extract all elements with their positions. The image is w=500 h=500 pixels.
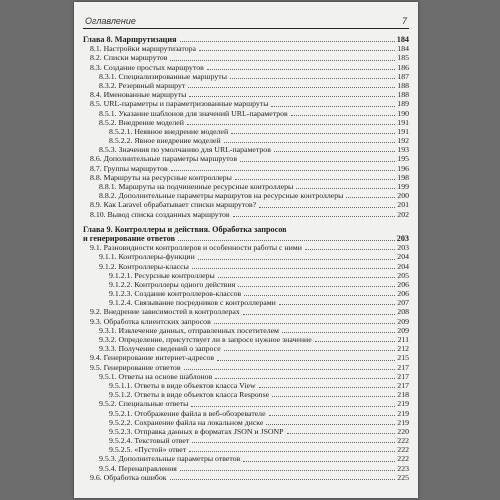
toc-entry-title: 8.5. URL-параметры и параметризованные маршруты <box>90 99 269 109</box>
toc-entry <box>83 136 409 145</box>
dot-leader <box>215 378 395 379</box>
dot-leader <box>272 396 395 397</box>
toc-entry-title: 9.1.1. Контроллеры-функции <box>99 252 195 262</box>
dot-leader <box>187 124 395 125</box>
toc-entry-title: 8.5.1. Указание шаблонов для значений URL-параметров <box>99 108 288 118</box>
toc-page-number: 201 <box>397 200 409 210</box>
toc-entry <box>83 372 409 381</box>
toc-page-number: 187 <box>397 71 409 81</box>
toc-page-number: 191 <box>397 117 409 127</box>
toc-page-number: 202 <box>397 209 409 219</box>
dot-leader <box>207 69 395 70</box>
dot-leader <box>291 115 395 116</box>
toc-page-number: 208 <box>397 307 409 317</box>
toc-entry-title: 8.3.1. Специализированные маршруты <box>99 71 227 81</box>
toc-entry-title: 9.5.2.5. «Пустой» ответ <box>109 445 187 455</box>
toc-entry <box>83 409 409 418</box>
running-title: Оглавление <box>85 16 136 26</box>
toc-page-number: 212 <box>397 344 409 354</box>
toc-entry <box>83 307 409 316</box>
toc-entry-title: 9.1.2.4. Связывание посредников с контроллерами <box>109 298 276 308</box>
toc-entry <box>83 454 409 463</box>
dot-leader <box>192 442 395 443</box>
toc-entry-title: 8.9. Как Laravel обрабатывает списки маршрутов? <box>90 200 257 210</box>
toc-entry <box>83 182 409 191</box>
toc-entry <box>83 418 409 427</box>
dot-leader <box>271 106 395 107</box>
toc-page-number: 184 <box>396 35 409 44</box>
toc-entry <box>83 445 409 454</box>
toc-entry <box>83 44 409 53</box>
toc-entry-title: 9.5.1. Ответы на основе шаблонов <box>99 371 213 381</box>
toc-page-number: 191 <box>397 126 409 136</box>
toc-page-number: 200 <box>397 191 409 201</box>
toc-entry <box>83 381 409 390</box>
toc-entry <box>83 63 409 72</box>
toc-page-number: 217 <box>397 371 409 381</box>
dot-leader <box>259 387 395 388</box>
toc-entry <box>83 317 409 326</box>
page-number: 7 <box>401 16 407 26</box>
toc-entry-title: 8.2. Списки маршрутов <box>90 53 168 63</box>
toc-entry <box>83 298 409 307</box>
toc-entry-title: 9.5.1.2. Ответы в виде объектов класса Response <box>109 390 270 400</box>
toc-entry-title: 9.5.1.1. Ответы в виде объектов класса View <box>109 380 256 390</box>
toc-entry-title: 9.3. Обработка клиентских запросов <box>90 316 211 326</box>
toc-entry-title: 9.6. Обработка ошибок <box>90 472 167 482</box>
toc-entry <box>83 53 409 62</box>
toc-entry <box>83 271 409 280</box>
dot-leader <box>180 470 395 471</box>
toc-entry-title: Глава 9. Контроллеры и действия. Обработка запросов <box>83 224 287 234</box>
dot-leader <box>244 295 395 296</box>
dot-leader <box>188 87 395 88</box>
dot-leader <box>231 133 395 134</box>
toc-entry <box>83 363 409 372</box>
toc-page-number: 215 <box>397 353 409 363</box>
toc-page-number: 206 <box>397 289 409 299</box>
toc-entry <box>83 243 409 252</box>
toc-entry <box>83 145 409 154</box>
toc-entry-title: 9.5.2.2. Сохранение файла на локальном диске <box>109 417 264 427</box>
toc-entry <box>83 109 409 118</box>
toc-page-number: 205 <box>397 270 409 280</box>
toc-entry <box>83 326 409 335</box>
toc-page-number: 184 <box>397 44 409 54</box>
dot-leader <box>296 188 395 189</box>
dot-leader <box>189 451 395 452</box>
toc-page-number: 209 <box>397 316 409 326</box>
toc-entry <box>83 353 409 362</box>
toc-page-number: 225 <box>397 472 409 482</box>
dot-leader <box>180 41 395 42</box>
toc-entry-title: 8.5.3. Значения по умолчанию для URL-параметров <box>99 145 271 155</box>
toc-page-number: 222 <box>397 454 409 464</box>
toc-entry <box>83 90 409 99</box>
toc-entry-title: 9.4. Генерирование интернет-адресов <box>90 353 215 363</box>
toc-entry-title: 9.1.2. Контроллеры-классы <box>99 261 189 271</box>
toc-entry <box>83 399 409 408</box>
toc-entry-title: 8.5.2.1. Неявное внедрение моделей <box>109 126 229 136</box>
toc-page-number: 211 <box>397 335 409 344</box>
toc-entry <box>83 280 409 289</box>
dot-leader <box>191 406 395 407</box>
toc-page-number: 217 <box>397 380 409 390</box>
toc-entry-title: 8.1. Настройки маршрутизатора <box>90 44 196 54</box>
toc-page-number: 209 <box>397 325 409 335</box>
toc-entry <box>83 81 409 90</box>
toc-page-number: 218 <box>397 390 409 400</box>
toc-chapter-entry <box>83 234 409 243</box>
toc-entry <box>83 99 409 108</box>
dot-leader <box>217 360 395 361</box>
toc-page-number: 203 <box>396 233 409 243</box>
dot-leader <box>282 332 395 333</box>
dot-leader <box>218 277 395 278</box>
toc-entry <box>83 427 409 436</box>
dot-leader <box>224 350 395 351</box>
toc-entry-title: 8.7. Группы маршрутов <box>90 163 168 173</box>
toc-page-number: 196 <box>397 163 409 173</box>
toc-entry-title: 9.5.2.4. Текстовый ответ <box>109 436 190 446</box>
toc-entry-title: 8.4. Именованные маршруты <box>90 90 187 100</box>
toc-entry-title: 9.5.2.3. Отправка данных в форматах JSON и JSONP <box>109 426 284 436</box>
toc-page-number: 219 <box>397 399 409 409</box>
toc-entry-title: 8.6. Дополнительные параметры маршрутов <box>90 154 237 164</box>
toc-page-number: 222 <box>397 445 409 455</box>
dot-leader <box>214 323 395 324</box>
toc-entry <box>83 464 409 473</box>
toc-entry <box>83 335 409 344</box>
toc-page-number: 190 <box>397 108 409 118</box>
dot-leader <box>346 197 395 198</box>
toc-entry-title: 8.5.2. Внедрение моделей <box>99 117 184 127</box>
toc-page-number: 199 <box>397 182 409 191</box>
toc-entry <box>83 436 409 445</box>
dot-leader <box>224 142 395 143</box>
book-page <box>74 2 418 498</box>
toc-entry <box>83 191 409 200</box>
dot-leader <box>243 461 395 462</box>
toc-entry-title: 9.3.3. Получение сведений о запросе <box>99 344 221 354</box>
toc-page-number: 198 <box>397 172 409 182</box>
dot-leader <box>233 216 395 217</box>
toc-page-number: 204 <box>397 252 409 262</box>
toc-entry-title: 9.5.4. Перенаправления <box>99 463 177 473</box>
dot-leader <box>259 207 395 208</box>
toc-entry <box>83 252 409 261</box>
toc-page-number: 222 <box>397 436 409 446</box>
toc-chapter-entry <box>83 225 409 234</box>
toc-entry-title: 9.5.2. Специальные ответы <box>99 399 189 409</box>
dot-leader <box>269 415 395 416</box>
dot-leader <box>192 268 395 269</box>
toc-page-number: 189 <box>397 99 409 109</box>
table-of-contents <box>83 35 409 482</box>
dot-leader <box>266 424 395 425</box>
toc-page-number: 192 <box>397 136 409 146</box>
dot-leader <box>178 240 395 241</box>
toc-page-number: 203 <box>397 243 409 253</box>
toc-entry <box>83 200 409 209</box>
toc-entry-title: 9.1.2.3. Создание контроллеров-классов <box>109 289 242 299</box>
dot-leader <box>274 151 395 152</box>
dot-leader <box>170 60 395 61</box>
dot-leader <box>243 314 395 315</box>
toc-entry-title: 9.2. Внедрение зависимостей в контроллерах <box>90 307 240 317</box>
toc-entry <box>83 72 409 81</box>
toc-entry-title: 9.3.2. Определение, присутствует ли в запросе нужное значение <box>99 335 312 344</box>
toc-entry <box>83 173 409 182</box>
toc-chapter-entry <box>83 35 409 44</box>
dot-leader <box>287 433 395 434</box>
toc-page-number: 188 <box>397 90 409 100</box>
toc-page-number: 204 <box>397 261 409 271</box>
toc-entry <box>83 289 409 298</box>
toc-entry-title: 8.3.2. Резервный маршрут <box>99 80 186 90</box>
toc-page-number: 223 <box>397 463 409 473</box>
toc-entry <box>83 210 409 219</box>
toc-entry-title: 8.10. Вывод списка созданных маршрутов <box>90 209 230 219</box>
toc-entry <box>83 164 409 173</box>
dot-leader <box>238 286 395 287</box>
toc-entry <box>83 344 409 353</box>
dot-leader <box>171 170 395 171</box>
toc-entry <box>83 154 409 163</box>
toc-entry-title: 9.1.2.1. Ресурсные контроллеры <box>109 270 215 280</box>
toc-entry <box>83 390 409 399</box>
dot-leader <box>230 78 395 79</box>
toc-page-number: 220 <box>397 426 409 436</box>
toc-page-number: 219 <box>397 417 409 427</box>
toc-entry <box>83 118 409 127</box>
toc-page-number: 207 <box>397 298 409 308</box>
toc-entry-title: 9.3.1. Извлечение данных, отправленных посетителем <box>99 325 279 335</box>
toc-page-number: 185 <box>397 53 409 63</box>
toc-page-number: 195 <box>397 154 409 164</box>
toc-entry <box>83 127 409 136</box>
toc-entry-title: 8.8.1. Маршруты на подчиненные ресурсные контроллеры <box>99 182 294 191</box>
toc-entry <box>83 473 409 482</box>
toc-page-number: 217 <box>397 362 409 372</box>
toc-entry-title: 9.5. Генерирование ответов <box>90 362 181 372</box>
toc-entry <box>83 262 409 271</box>
toc-entry-title: 9.1.2.2. Контроллеры одного действия <box>109 279 236 289</box>
toc-page-number: 206 <box>397 279 409 289</box>
toc-page-number: 188 <box>397 80 409 90</box>
toc-page-number: 193 <box>397 145 409 155</box>
dot-leader <box>305 249 395 250</box>
dot-leader <box>279 304 395 305</box>
dot-leader <box>198 259 395 260</box>
toc-entry-title: Глава 8. Маршрутизация <box>83 35 177 44</box>
dot-leader <box>170 479 395 480</box>
toc-entry-title: 8.5.2.2. Явное внедрение моделей <box>109 136 221 146</box>
dot-leader <box>199 50 395 51</box>
toc-entry-title: 8.3. Создание простых маршрутов <box>90 62 204 72</box>
dot-leader <box>315 341 395 342</box>
dot-leader <box>240 161 395 162</box>
toc-entry-title: 9.5.2.1. Отображение файла в веб-обозревателе <box>109 408 266 418</box>
dot-leader <box>189 96 395 97</box>
dot-leader <box>184 369 395 370</box>
dot-leader <box>235 179 395 180</box>
toc-page-number: 186 <box>397 62 409 72</box>
toc-entry-title: и генерирование ответов <box>83 233 175 243</box>
toc-entry-title: 8.8. Маршруты на ресурсные контроллеры <box>90 172 232 182</box>
toc-entry-title: 9.5.3. Дополнительные параметры ответов <box>99 454 241 464</box>
page-header <box>83 12 409 29</box>
toc-page-number: 219 <box>397 408 409 418</box>
toc-entry-title: 8.8.2. Дополнительные параметры маршрутов на ресурсные контроллеры <box>99 191 344 201</box>
toc-entry-title: 9.1. Разновидности контроллеров и особенности работы с ними <box>90 243 302 253</box>
